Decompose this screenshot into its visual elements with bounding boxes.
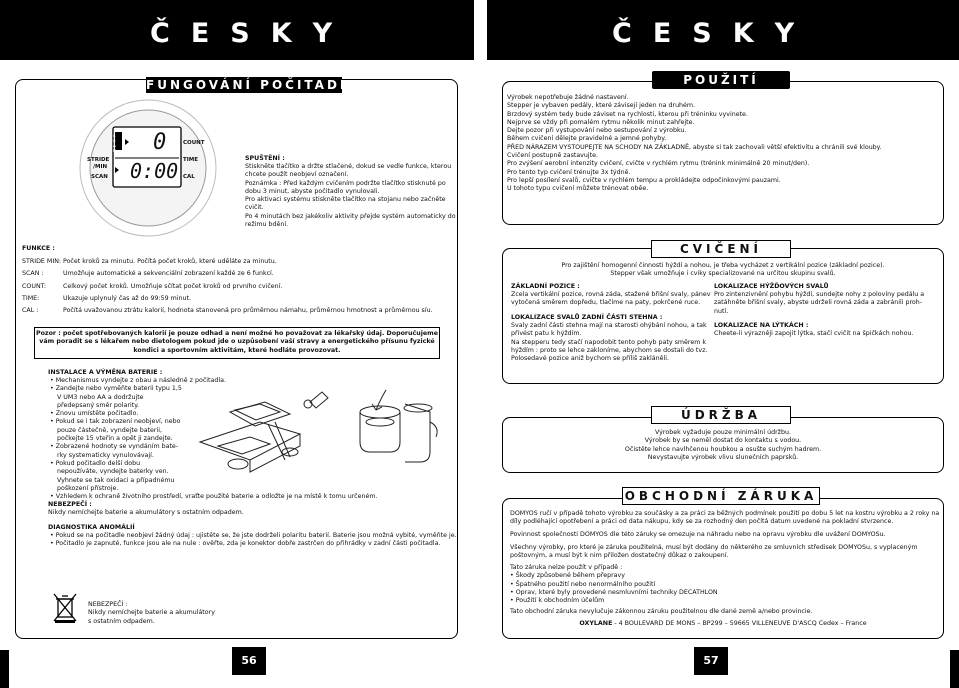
warranty-paragraph-2: Povinnost společnosti DOMYOS dle této záruky se omezuje na náhradu nebo na opravu výrobku dle uvážení DOMYOSu. (510, 531, 886, 538)
glute-text: Pro zintenzivnění pohybu hýždí, sundejte nohy z polovíny pedálu a zatáhněte břišní svaly, abyste udrželi rovná záda a zabránili proh- nutí. (714, 291, 925, 315)
diagnostics-heading: DIAGNOSTIKA ANOMÁLIÍ (48, 524, 135, 531)
function-row: SCAN : Umožňuje automatické a sekvenciální zobrazení každé ze 6 funkcí. (22, 270, 274, 278)
battery-instructions: • Mechanismus vyndejte z obau a následně z počitadla. • Zandejte nebo vyměňte baterii typu 1,5 V UM3 nebo AA a dodržujte předepsaný směr polarity. • Znovu umístěte počitadlo. • Pokud se i tak zobrazení neobjeví, nebo pouze částečně, vyndejte baterii, počkejte 15 vteřin a opět ji zandejte. • Zobrazené hodnoty se vyndáním bate- rky systematicky vynulovávají. • Pokud počitadlo delší dobu nepoužíváte, vyndejte baterky ven. Vyhnete se tak oxidaci a případnému poškození přístroje. • Vzhledem k ochraně životního prostředí, vraťte použité baterie a odložte je na místě k tomu určeném. (50, 377, 378, 501)
page-language-title-right: ČESKY (612, 18, 816, 49)
warranty-section-title: OBCHODNÍ ZÁRUKA (622, 487, 820, 505)
functions-heading: FUNKCE : (22, 245, 55, 252)
danger-text: Nikdy nemíchejte baterie a akumulátory s ostatním odpadem. (48, 509, 244, 516)
lcd-label-cal: CAL (183, 174, 195, 180)
lcd-label-min: /MIN (93, 164, 108, 170)
page-language-title-left: ČESKY (150, 18, 354, 49)
exercise-section-title: CVIČENÍ (651, 240, 791, 258)
back-thigh-text: Svaly zadní části stehna mají na starosti ohýbání nohou, a tak přivést patu k hýždím. Na stepperu tedy stačí napodobit tento pohyb paty směrem k hýždím : proto se lehce zakloníme, abychom se dostali do tvz. Polosedavé pozice aniž bychom se příliš zakláněli. (511, 322, 708, 363)
basic-position-text: Zcela vertikální pozice, rovná záda, stažené břišní svaly, pánev vytočená směrem dopředu, tlačíme na paty, pokrčené ruce. (511, 291, 711, 307)
lcd-label-time: TIME (183, 157, 199, 163)
counter-section-title: FUNGOVÁNÍ POČITADLA (146, 78, 363, 92)
stepper-battery-illustration (190, 382, 445, 487)
function-row: STRIDE MIN: Počet kroků za minutu. Počítá počet kroků, které uděláte za minutu. (22, 258, 277, 265)
basic-position-heading: ZÁKLADNÍ POZICE : (511, 283, 580, 290)
usage-text: Výrobek nepotřebuje žádné nastavení. Stepper je vybaven pedály, které závisejí jeden na druhém. Brzdový systém tedy bude záviset na rychlosti, kterou při tréninku vyvinete. Nejprve se vždy při pomalém rytmu několik minut zahřejte. Dejte pozor při vystupování nebo sestupování z výrobku. Během cvičení dělejte pravidelné a jemné pohyby. PŘED NÁRAZEM VYSTOUPEJTE NA SCHODY NA ZÁKLADNĚ, abyste si tak zachovali větší efektivitu a chránili své klouby. Cvičení postupně zastavujte. Pro zvýšení aerobní intenzity cvičení, cvičte v rychlém rytmu (trénink minimálně 20 minut/den). Pro tento typ cvičení trénujte 3x týdně. Pro lepší posílení svalů, cvičte v rychlém tempu a prokládejte odpočinkovými pauzami. U tohoto typu cvičení můžete trénovat oběe. (507, 94, 882, 193)
function-row: CAL : Počítá uvažovanou ztrátu kalorií, hodnota stanovená pro průměrnou námahu, průměrnou hmotnost a průměrnou síu. (22, 307, 433, 315)
page-number-right: 57 (694, 647, 728, 675)
lcd-digit-count: 0 (153, 130, 167, 155)
warranty-paragraph-1: DOMYOS ručí v případě tohoto výrobku za součásky a za práci za běžných podmínek použití po dobu 5 let na kostru výrobku a 2 roky na díly podléhající opotřebení a práci od data nákupu, kdy se za rozhodný den počítá datum uvedené na pokladní stvrzence. (510, 510, 940, 526)
lcd-label-count: COUNT (183, 140, 205, 146)
lcd-digit-time: 0:00 (130, 159, 179, 183)
warranty-legal-note: Tato obchodní záruka nevylučuje zákonnou záruku použitelnou dle dané země a/nebo provincie. (510, 608, 813, 615)
warranty-address (502, 620, 944, 628)
danger-heading: NEBEZPEČÍ : (48, 501, 92, 508)
battery-heading: INSTALACE A VÝMĚNA BATERIE : (48, 369, 163, 376)
warranty-exclusions: Tato záruka nelze použít v případě : • Škody způsobené během přepravy • Špatného použití nebo nenormálního použití • Oprav, které byly provedené nesmluvními techniky DECATHLON • Použití k obchodním účelům (510, 564, 718, 605)
scan-vertical-label: S C A N (113, 134, 116, 153)
warranty-paragraph-3: Všechny výrobky, pro které je záruka použitelná, musí být dodány do některého ze smluvních středisek DOMYOSu, s vyplaceným poštovným, a musí být k nim přiložen dostatečný důkaz o zakoupení. (510, 544, 918, 560)
lcd-label-stride: STRIDE (87, 157, 110, 163)
usage-section-title: POUŽITÍ (652, 71, 790, 89)
start-heading: SPUŠTĚNÍ : (245, 155, 285, 162)
exercise-intro: Pro zajištění homogenní činnosti hýždí a nohou, je třeba vycházet z vertikální pozice (základní pozice). Stepper však umožňuje i cviky specializované na určitou skupinu svalů. (561, 262, 885, 278)
maintenance-text: Výrobek vyžaduje pouze minimální údržbu. Výrobek by se neměl dostat do kontaktu s vodou. Očistěte lehce navlhčenou houbkou a osušte suchým hadrem. Nevystavujte výrobek vlivu slunečních paprsků. (624, 429, 822, 461)
diagnostics-list: • Pokud se na počitadle neobjeví žádný údaj : ujistěte se, že jste dodrželi polaritu baterií. Baterie jsou možná vybité, vyměňte je. • Počitadlo je zapnuté, funkce jsou ale na nule : ověřte, zda je konektor dobře zastrčen do přihrádky v zadní části počitadla. (50, 532, 457, 549)
maintenance-section-title: ÚDRŽBA (651, 406, 791, 424)
calorie-warning-box: Pozor : počet spotřebovaných kalorií je pouze odhad a není možné ho považovat za lékařský údaj. Doporučujeme vám poradit se s lékařem nebo dietologem pokud jde o uzpůsobení vaší stravy a energetického přísunu fyzické kondici a sportovním aktivitám, které hodláte provozovat. (34, 327, 440, 359)
left-edge-tab (0, 650, 9, 688)
oxylane-brand: OXYLANE (579, 620, 613, 627)
header-bar-right (487, 0, 959, 60)
function-row: TIME: Ukazuje uplynulý čas až do 99:59 minut. (22, 294, 191, 302)
right-edge-tab (950, 650, 959, 688)
start-text: Stiskněte tlačítko a držte stlačené, dokud se vedle funkce, kterou chcete použít neobjeví označení. Poznámka : Před každým cvičením podržte tlačítko stisknuté po dobu 3 minut, abyste počitadlo vynulovali. Pro aktivaci systému stiskněte tlačítko na stojanu nebo začněte cvičit. Po 4 minutách bez jakékoliv aktivity přejde systém automaticky do režimu bdění. (245, 163, 456, 229)
glute-heading: LOKALIZACE HÝŽĎOVÝCH SVALŮ (714, 283, 829, 290)
header-bar-left (0, 0, 474, 60)
crossed-bin-icon (52, 592, 78, 624)
functions-list (22, 256, 433, 317)
calf-text: Cheete-li výrazněji zapojit lýtka, stačí cvičit na špičkách nohou. (714, 330, 914, 337)
back-thigh-heading: LOKALIZACE SVALŮ ZADNÍ ČÁSTI STEHNA : (511, 314, 663, 321)
bin-note: NEBEZPEČÍ : Nikdy nemíchejte baterie a akumulátory s ostatním odpadem. (88, 601, 215, 625)
calf-heading: LOKALIZACE NA LÝTKÁCH : (714, 322, 809, 329)
page-number-left: 56 (232, 647, 266, 675)
lcd-label-scan: SCAN (91, 174, 108, 180)
oxylane-address: - 4 BOULEVARD DE MONS – BP299 – 59665 VILLENEUVE D'ASCQ Cedex – France (612, 620, 867, 627)
function-row: COUNT: Celkový počet kroků. Umožňuje sčítat počet kroků od prvního cvičení. (22, 282, 283, 290)
